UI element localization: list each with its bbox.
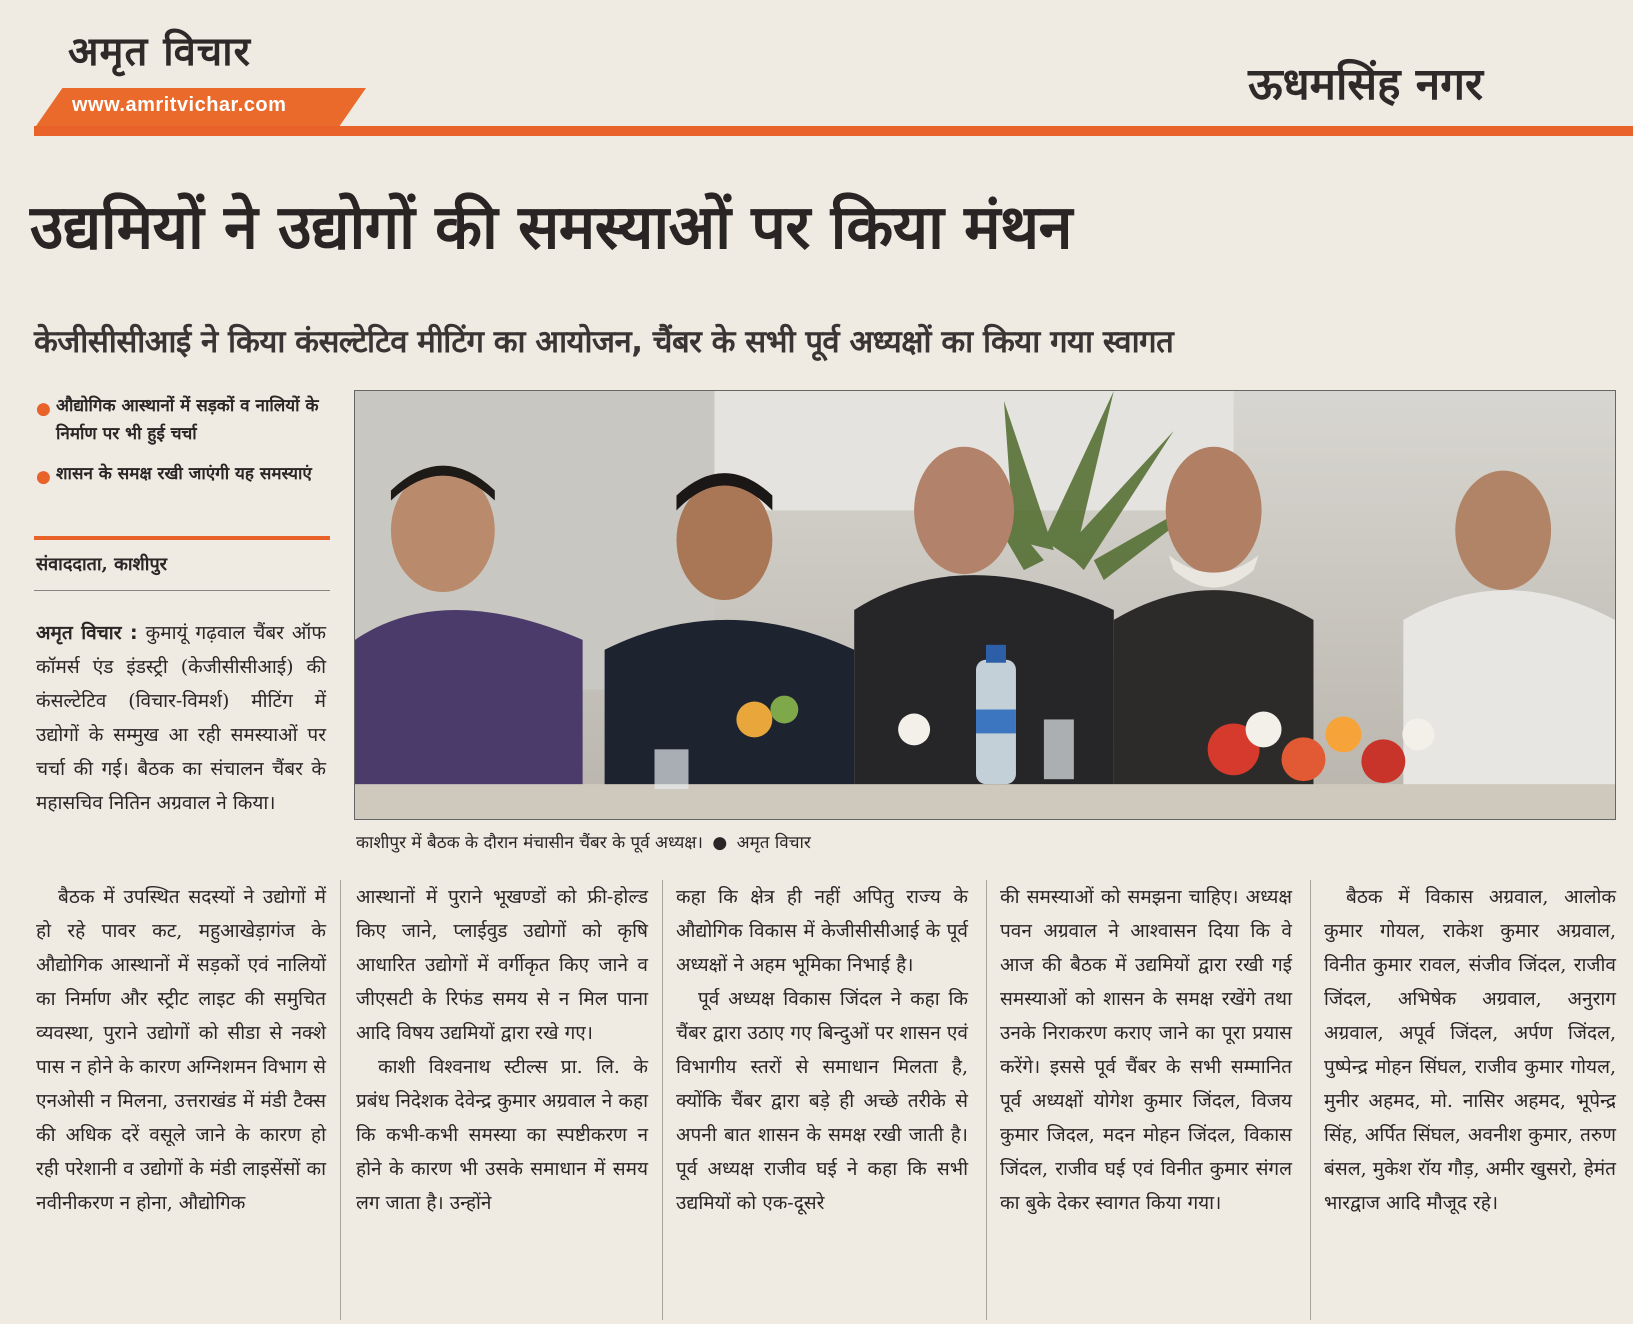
article-column-4 xyxy=(1000,880,1292,1220)
article-paragraph: पूर्व अध्यक्ष विकास जिंदल ने कहा कि चैंबर द्वारा उठाए गए बिन्दुओं पर शासन एवं विभागीय स्तरों से समाधान मिलता है, क्योंकि चैंबर द्वारा बड़े ही अच्छे तरीके से अपनी बात शासन के समक्ष रखी जाती है। पूर्व अध्यक्ष राजीव घई ने कहा कि सभी उद्यमियों को एक-दूसरे xyxy=(676,988,968,1214)
highlights-rule xyxy=(34,536,330,540)
column-divider xyxy=(662,880,663,1320)
highlight-text: शासन के समक्ष रखी जाएंगी यह समस्याएं xyxy=(56,464,312,484)
column-divider xyxy=(1310,880,1311,1320)
glass xyxy=(1044,719,1074,779)
paragraph-text: कुमायूं गढ़वाल चैंबर ऑफ कॉमर्स एंड इंडस्ट्री (केजीसीसीआई) की कंसल्टेटिव (विचार-विमर्श) मीटिंग में उद्योगों के सम्मुख आ रही समस्याओं पर चर्चा की गई। बैठक का संचालन चैंबर के महासचिव नितिन अग्रवाल ने किया। xyxy=(36,622,326,814)
article-column-1-bottom xyxy=(36,880,326,1220)
article-column-5 xyxy=(1324,880,1616,1220)
photo-caption xyxy=(356,830,811,853)
table-cloth xyxy=(355,784,1615,819)
bullet-icon: ● xyxy=(36,467,51,487)
article-headline: उद्यमियों ने उद्योगों की समस्याओं पर किया मंथन xyxy=(30,192,1072,263)
article-paragraph: काशी विश्वनाथ स्टील्स प्रा. लि. के प्रबंध निदेशक देवेन्द्र कुमार अग्रवाल ने कहा कि कभी-कभी समस्या का स्पष्टीकरण न होने के कारण भी उसके समाधान में समय लग जाता है। उन्होंने xyxy=(356,1056,648,1214)
column-divider xyxy=(340,880,341,1320)
masthead-brand: अमृत विचार xyxy=(68,28,251,75)
article-paragraph: की समस्याओं को समझना चाहिए। अध्यक्ष पवन अग्रवाल ने आश्वासन दिया कि वे आज की बैठक में उद्यमियों द्वारा रखी गई समस्याओं को शासन के समक्ष रखेंगे तथा उनके निराकरण कराए जाने का पूरा प्रयास करेंगे। इससे पूर्व चैंबर के सभी सम्मानित पूर्व अध्यक्षों योगेश कुमार जिंदल, विजय कुमार जिदल, मदन मोहन जिंदल, विकास जिंदल, राजीव घई एवं विनीत कुमार संगल का बुके देकर स्वागत किया गया। xyxy=(1000,886,1292,1214)
article-paragraph: आस्थानों में पुराने भूखण्डों को फ्री-होल्ड किए जाने, प्लाईवुड उद्योगों को कृषि आधारित उद्योगों में वर्गीकृत किए जाने व जीएसटी के रिफंड समय से न मिल पाना आदि विषय उद्यमियों द्वारा रखे गए। xyxy=(356,886,648,1044)
article-paragraph: बैठक में उपस्थित सदस्यों ने उद्योगों में हो रहे पावर कट, महुआखेड़ागंज के औद्योगिक आस्थानों में सड़कों एवं नालियों का निर्माण और स्ट्रीट लाइट की समुचित व्यवस्था, पुराने उद्योगों को सीडा से नक्शे पास न होने के कारण अग्निशमन विभाग से एनओसी न मिलना, उत्तराखंड में मंडी टैक्स की अधिक दरें वसूले जाने के कारण हो रही परेशानी व उद्योगों के मंडी लाइसेंसों का नवीनीकरण न होना, औद्योगिक xyxy=(36,886,326,1214)
bullet-icon: ● xyxy=(36,399,51,419)
photo-illustration xyxy=(355,391,1615,819)
article-subheadline: केजीसीसीआई ने किया कंसल्टेटिव मीटिंग का आयोजन, चैंबर के सभी पूर्व अध्यक्षों का किया गया स्वागत xyxy=(34,324,1174,360)
masthead-url: www.amritvichar.com xyxy=(72,94,287,116)
article-paragraph: कहा कि क्षेत्र ही नहीं अपितु राज्य के औद्योगिक विकास में केजीसीसीआई के पूर्व अध्यक्षों ने अहम भूमिका निभाई है। xyxy=(676,886,968,976)
article-paragraph xyxy=(36,616,326,820)
section-name: ऊधमसिंह नगर xyxy=(1248,59,1483,110)
article-column-2 xyxy=(356,880,648,1220)
byline-rule xyxy=(34,590,330,591)
article-photo xyxy=(354,390,1616,820)
masthead-rule xyxy=(34,126,1633,136)
article-paragraph: बैठक में विकास अग्रवाल, आलोक कुमार गोयल, राकेश कुमार अग्रवाल, विनीत कुमार रावल, संजीव जिंदल, राजीव जिंदल, अभिषेक अग्रवाल, अनुराग अग्रवाल, अपूर्व जिंदल, अर्पण जिंदल, पुष्पेन्द्र मोहन सिंघल, राजीव कुमार गोयल, मुनीर अहमद, मो. नासिर अहमद, भूपेन्द्र सिंह, अर्पित सिंघल, अवनीश कुमार, तरुण बंसल, मुकेश रॉय गौड़, अमीर खुसरो, हेमंत भारद्वाज आदि मौजूद रहे। xyxy=(1324,886,1616,1214)
bullet-icon: ● xyxy=(712,833,728,853)
highlight-item xyxy=(36,460,336,488)
highlights-box xyxy=(36,392,336,500)
water-bottle xyxy=(976,645,1016,784)
byline: संवाददाता, काशीपुर xyxy=(36,554,168,575)
column-divider xyxy=(986,880,987,1320)
caption-text: काशीपुर में बैठक के दौरान मंचासीन चैंबर के पूर्व अध्यक्ष। xyxy=(356,833,703,853)
highlight-text: औद्योगिक आस्थानों में सड़कों व नालियों के निर्माण पर भी हुई चर्चा xyxy=(56,396,319,444)
article-column-3 xyxy=(676,880,968,1220)
article-column-1-top xyxy=(36,616,326,820)
lead-label: अमृत विचार : xyxy=(36,622,138,644)
glass xyxy=(655,749,689,789)
highlight-item xyxy=(36,392,336,448)
photo-credit: अमृत विचार xyxy=(736,833,811,853)
